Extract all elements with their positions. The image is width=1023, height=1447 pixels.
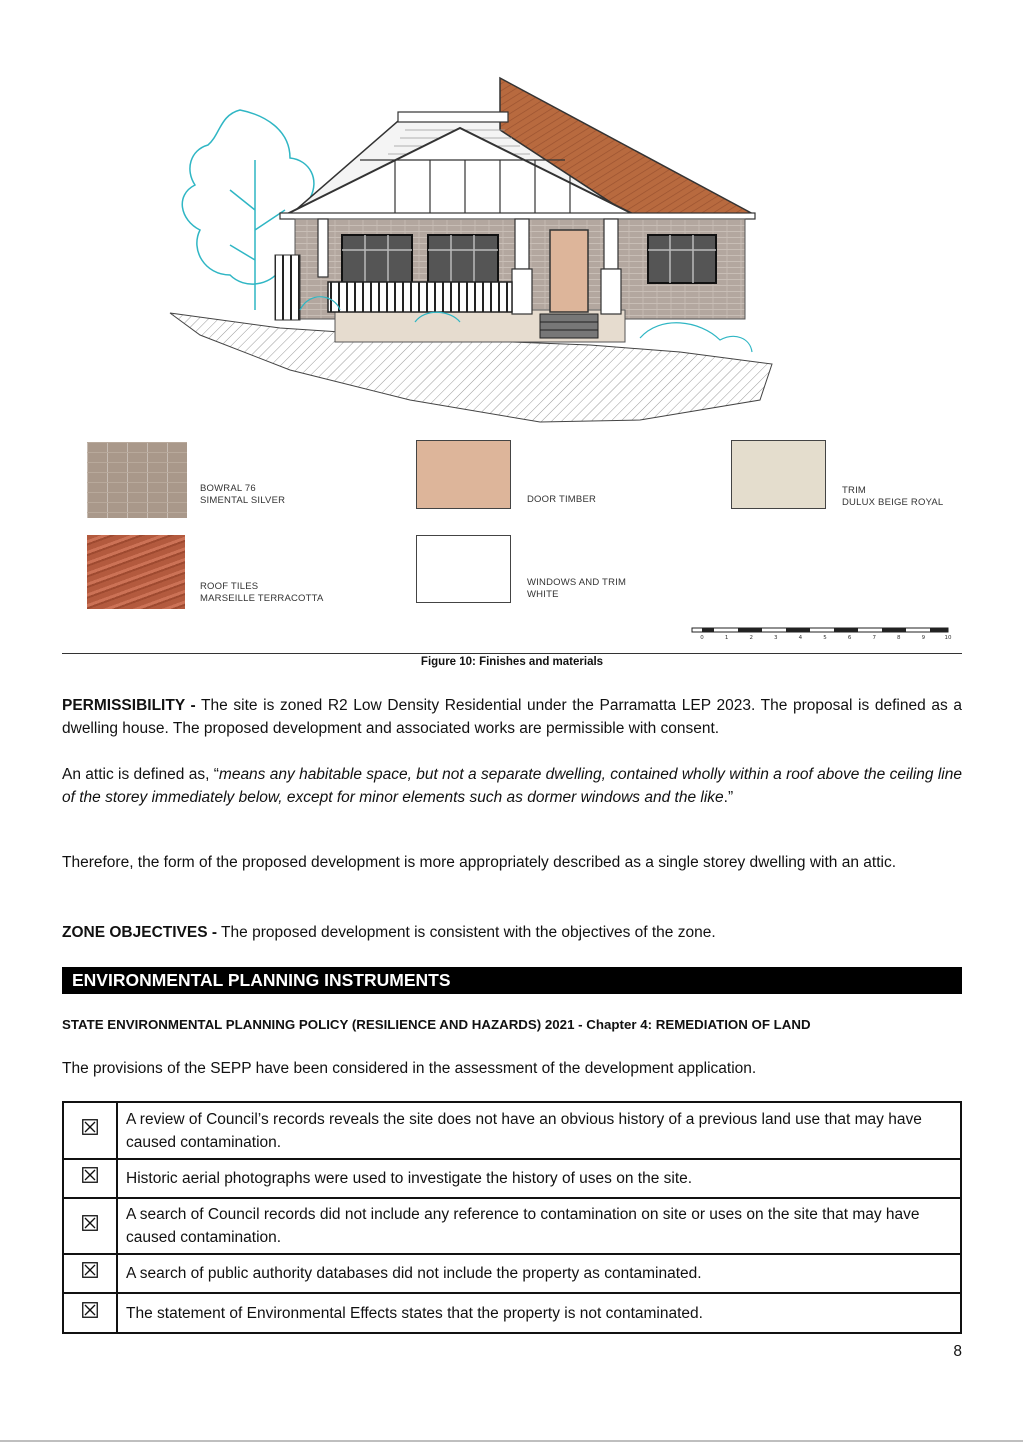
figure-divider <box>62 653 962 654</box>
checklist-row <box>63 1102 961 1159</box>
scale-tick-label: 1 <box>724 635 729 641</box>
sepp-heading: STATE ENVIRONMENTAL PLANNING POLICY (RESILIENCE AND HAZARDS) 2021 - Chapter 4: REMEDIATION OF LAND <box>62 1017 811 1032</box>
figure-caption: Figure 10: Finishes and materials <box>420 656 604 668</box>
scale-tick-label: 9 <box>921 635 926 641</box>
swatch-windows-trim-white <box>416 535 511 603</box>
scale-tick-label: 6 <box>847 635 852 641</box>
house-elevation-drawing <box>160 70 780 430</box>
checked-box-icon[interactable] <box>82 1302 98 1318</box>
checklist-item-text: The statement of Environmental Effects states that the property is not contaminated. <box>117 1293 961 1333</box>
checklist-row <box>63 1198 961 1254</box>
scale-bar <box>690 626 950 642</box>
section-heading: ENVIRONMENTAL PLANNING INSTRUMENTS <box>62 967 962 994</box>
scale-tick-label: 10 <box>944 635 952 641</box>
checked-box-icon[interactable] <box>82 1262 98 1278</box>
porch-balustrade <box>328 282 512 312</box>
swatch-label-windows-trim: WINDOWS AND TRIM WHITE <box>527 577 627 600</box>
scale-tick-label: 0 <box>700 635 704 641</box>
checklist-row <box>63 1254 961 1293</box>
page-edge <box>0 1440 1023 1442</box>
swatch-label-roof-tiles: ROOF TILES MARSEILLE TERRACOTTA <box>200 581 324 604</box>
scale-tick-label: 5 <box>823 635 827 641</box>
swatch-trim-beige <box>731 440 826 509</box>
contamination-checklist <box>62 1101 962 1334</box>
swatch-brick <box>87 442 187 518</box>
zone-objectives-paragraph: ZONE OBJECTIVES - The proposed development is consistent with the objectives of the zone. <box>62 924 716 941</box>
swatch-door-timber <box>416 440 511 509</box>
swatch-label-trim: TRIM DULUX BEIGE ROYAL <box>842 485 944 508</box>
checklist-item-text: A review of Council’s records reveals the site does not have an obvious history of a previous land use that may have caused contamination. <box>117 1102 961 1159</box>
scale-tick-label: 4 <box>798 635 803 641</box>
checklist-item-text: Historic aerial photographs were used to investigate the history of uses on the site. <box>117 1159 961 1198</box>
swatch-label-door-timber: DOOR TIMBER <box>527 494 597 505</box>
checklist-row <box>63 1293 961 1333</box>
checked-box-icon[interactable] <box>82 1167 98 1183</box>
therefore-paragraph: Therefore, the form of the proposed development is more appropriately described as a single storey dwelling with an attic. <box>62 854 896 871</box>
checked-box-icon[interactable] <box>82 1119 98 1135</box>
page-number: 8 <box>953 1343 962 1360</box>
swatch-label-brick: BOWRAL 76 SIMENTAL SILVER <box>200 483 286 506</box>
checked-box-icon[interactable] <box>82 1215 98 1231</box>
checklist-item-text: A search of public authority databases did not include the property as contaminated. <box>117 1254 961 1293</box>
checklist-row <box>63 1159 961 1198</box>
permissibility-paragraph: PERMISSIBILITY - The site is zoned R2 Low Density Residential under the Parramatta LEP 2023. The proposal is defined as a dwelling house. The proposed development and associated works are permissible with consent. <box>62 697 963 737</box>
attic-definition-paragraph: An attic is defined as, “means any habitable space, but not a separate dwelling, contained wholly within a roof above the ceiling line of the storey immediately below, except for minor elements such as dormer windows and the like.” <box>62 766 962 806</box>
front-door <box>550 230 588 312</box>
checklist-item-text: A search of Council records did not include any reference to contamination on site or uses on the site that may have caused contamination. <box>117 1198 961 1254</box>
scale-tick-label: 2 <box>749 635 753 641</box>
scale-tick-label: 7 <box>872 635 876 641</box>
swatch-roof-tiles <box>87 535 185 609</box>
scale-tick-label: 8 <box>897 635 901 641</box>
sepp-intro: The provisions of the SEPP have been considered in the assessment of the development application. <box>62 1060 757 1077</box>
scale-tick-label: 3 <box>774 635 778 641</box>
